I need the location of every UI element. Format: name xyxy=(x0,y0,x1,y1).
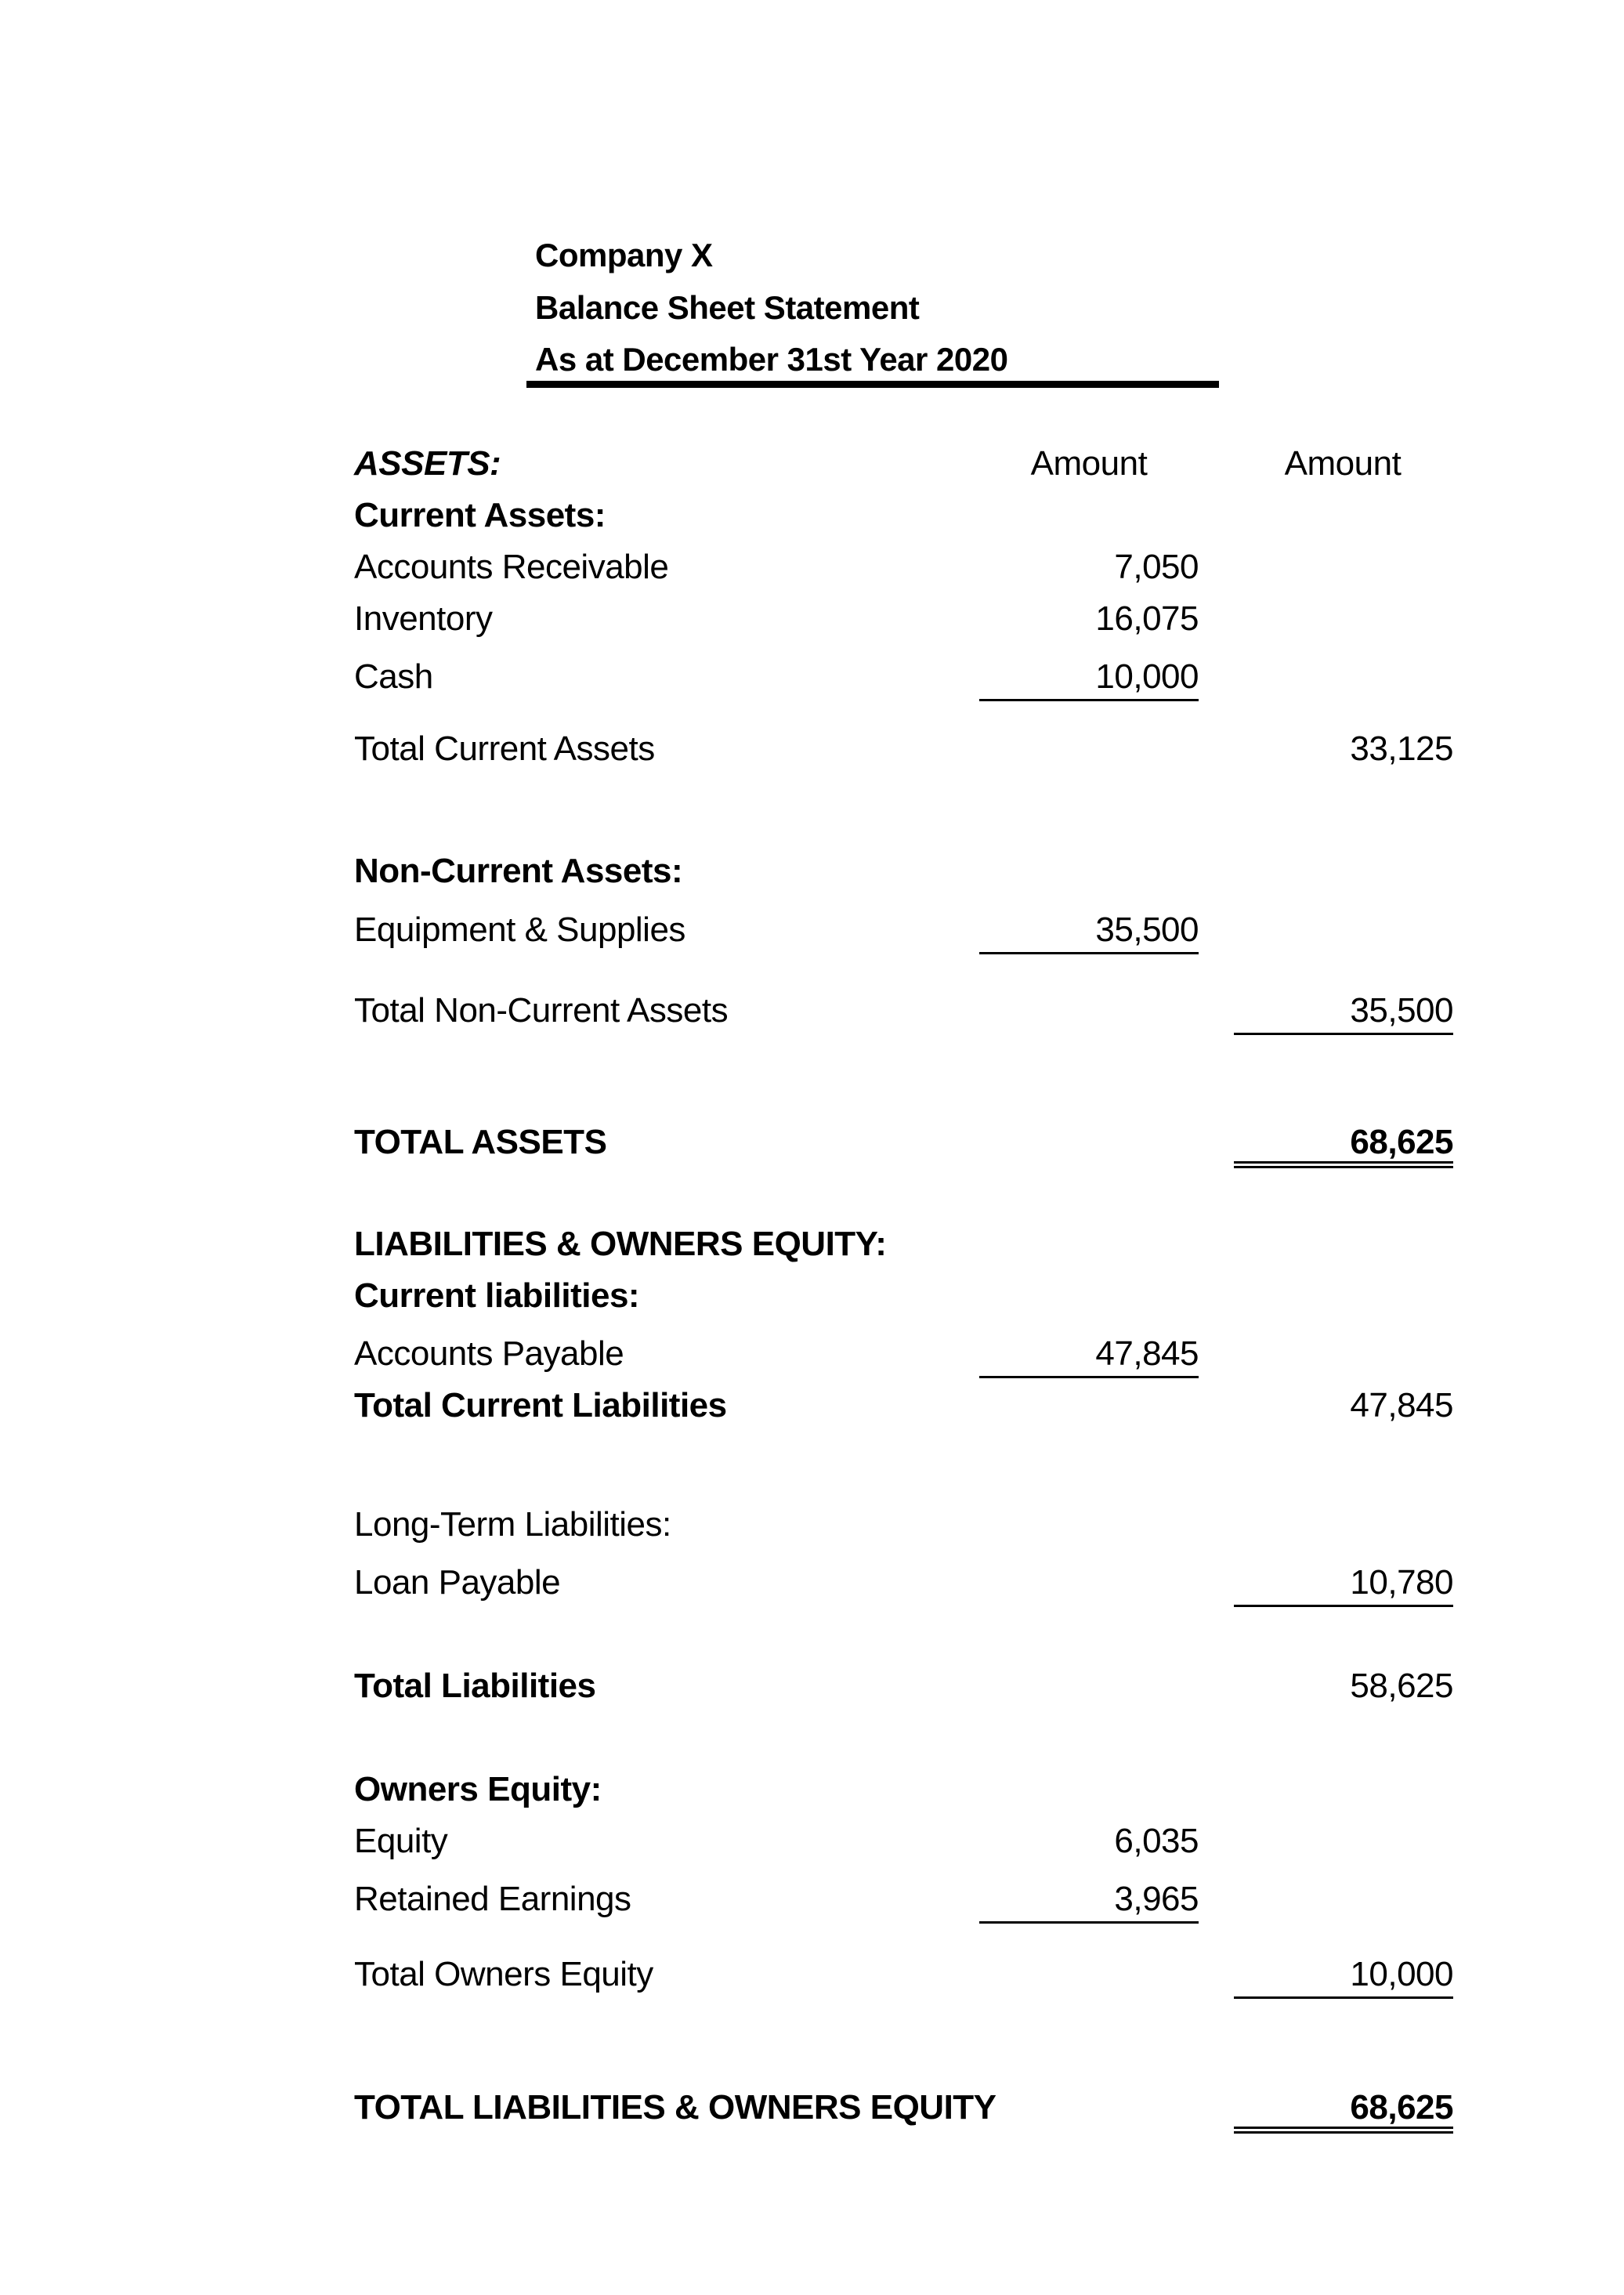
line-item-label: Accounts Receivable xyxy=(354,548,669,586)
title-rule xyxy=(526,381,1219,388)
line-item-amount: 10,000 xyxy=(979,660,1199,701)
current-assets-heading: Current Assets: xyxy=(354,496,606,534)
liabilities-equity-heading: LIABILITIES & OWNERS EQUITY: xyxy=(354,1225,887,1263)
line-item-label: Cash xyxy=(354,657,433,696)
line-item-amount: 7,050 xyxy=(1114,548,1199,586)
current-liabilities-heading: Current liabilities: xyxy=(354,1276,640,1315)
total-assets-amount: 68,625 xyxy=(1234,1125,1453,1168)
company-name: Company X xyxy=(535,237,713,273)
total-owners-equity-label: Total Owners Equity xyxy=(354,1955,653,1993)
line-item-label: Inventory xyxy=(354,599,493,638)
amount-column-1-header: Amount xyxy=(1030,444,1148,483)
total-current-liabilities-amount: 47,845 xyxy=(1350,1386,1453,1424)
total-liabilities-equity-label: TOTAL LIABILITIES & OWNERS EQUITY xyxy=(354,2088,996,2127)
total-current-assets-amount: 33,125 xyxy=(1350,729,1453,768)
line-item-amount: 6,035 xyxy=(1114,1822,1199,1860)
total-liabilities-amount: 58,625 xyxy=(1350,1667,1453,1705)
line-item-amount: 35,500 xyxy=(979,913,1199,954)
total-current-assets-label: Total Current Assets xyxy=(354,729,655,768)
line-item-amount: 16,075 xyxy=(1095,599,1199,638)
owners-equity-heading: Owners Equity: xyxy=(354,1770,602,1808)
line-item-label: Retained Earnings xyxy=(354,1880,631,1918)
line-item-amount: 3,965 xyxy=(979,1882,1199,1924)
line-item-label: Accounts Payable xyxy=(354,1334,624,1373)
total-current-liabilities-label: Total Current Liabilities xyxy=(354,1386,727,1424)
statement-title: Balance Sheet Statement xyxy=(535,289,920,326)
long-term-liabilities-heading: Long-Term Liabilities: xyxy=(354,1505,671,1544)
line-item-label: Equipment & Supplies xyxy=(354,910,685,949)
amount-column-2-header: Amount xyxy=(1284,444,1402,483)
line-item-label: Equity xyxy=(354,1822,448,1860)
non-current-assets-heading: Non-Current Assets: xyxy=(354,852,683,890)
total-assets-label: TOTAL ASSETS xyxy=(354,1123,607,1161)
total-non-current-assets-label: Total Non-Current Assets xyxy=(354,991,729,1030)
line-item-label: Loan Payable xyxy=(354,1563,561,1602)
total-owners-equity-amount: 10,000 xyxy=(1234,1957,1453,1999)
line-item-amount: 47,845 xyxy=(979,1337,1199,1378)
total-liabilities-equity-amount: 68,625 xyxy=(1234,2090,1453,2134)
total-liabilities-label: Total Liabilities xyxy=(354,1667,596,1705)
statement-date: As at December 31st Year 2020 xyxy=(535,341,1008,378)
total-non-current-assets-amount: 35,500 xyxy=(1234,994,1453,1035)
assets-heading: ASSETS: xyxy=(354,444,501,483)
line-item-amount: 10,780 xyxy=(1234,1566,1453,1607)
